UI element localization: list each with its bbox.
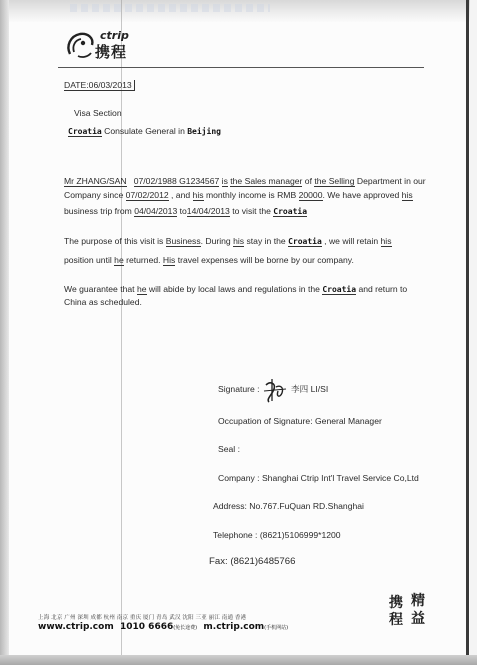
logo-brand-text: ctrip <box>100 29 129 42</box>
letter-date: DATE:06/03/2013 <box>64 80 135 91</box>
paragraph1-line3: business trip from 04/04/2013 to14/04/2013 to visit the Croatia <box>64 206 308 216</box>
signature-label: Signature : <box>218 384 260 394</box>
scan-fold-line <box>121 0 122 665</box>
scan-right-edge <box>466 0 469 665</box>
scan-left-edge <box>0 0 9 665</box>
paragraph3-line1: We guarantee that he will abide by local laws and regulations in the Croatia and return to <box>64 284 408 294</box>
paragraph1-line1: Mr ZHANG/SAN 07/02/1988 G1234567 is the Sales manager of the Selling Department in our <box>64 176 426 186</box>
paragraph1-line2: Company since 07/02/2012 , and his monthly income is RMB 20000. We have approved his <box>64 190 413 200</box>
address-line: Address: No.767.FuQuan RD.Shanghai <box>213 501 364 511</box>
seal-label: Seal : <box>218 444 240 454</box>
recipient-line2: Croatia Consulate General in Beijing <box>68 126 221 136</box>
header-divider <box>58 67 424 68</box>
company-line: Company : Shanghai Ctrip Int'l Travel Service Co,Ltd <box>218 473 419 483</box>
scan-right-margin <box>470 0 477 665</box>
scan-bottom-edge <box>0 655 477 665</box>
company-seal-logo: 携 精 程 益 <box>389 593 425 628</box>
footer-mobile-site: m.ctrip.com <box>203 622 265 632</box>
handwritten-signature-icon <box>260 375 290 405</box>
recipient-line1: Visa Section <box>74 108 122 118</box>
paragraph2-line2: position until he returned. His travel expenses will be borne by our company. <box>64 255 354 265</box>
paragraph3-line2: China as scheduled. <box>64 297 142 307</box>
logo-chinese-text: 携程 <box>95 43 128 61</box>
bleed-through-text <box>70 4 270 12</box>
signature-name: 李四 LI/SI <box>291 384 329 394</box>
paragraph2-line1: The purpose of this visit is Business. During his stay in the Croatia , we will retain his <box>64 236 392 246</box>
footer-phone: 1010 6666 <box>120 622 174 632</box>
footer-contact-line: www.ctrip.com 1010 6666(免长途费) m.ctrip.com(手机网站) <box>38 622 289 632</box>
fax-line: Fax: (8621)6485766 <box>209 556 296 567</box>
footer-city-list: 上海 北京 广州 深圳 成都 杭州 南京 重庆 厦门 青岛 武汉 沈阳 三亚 丽江 南通 香港 <box>38 615 247 621</box>
telephone-line: Telephone : (8621)5106999*1200 <box>213 530 341 540</box>
footer-website: www.ctrip.com <box>38 622 114 632</box>
occupation-line: Occupation of Signature: General Manager <box>218 416 382 426</box>
